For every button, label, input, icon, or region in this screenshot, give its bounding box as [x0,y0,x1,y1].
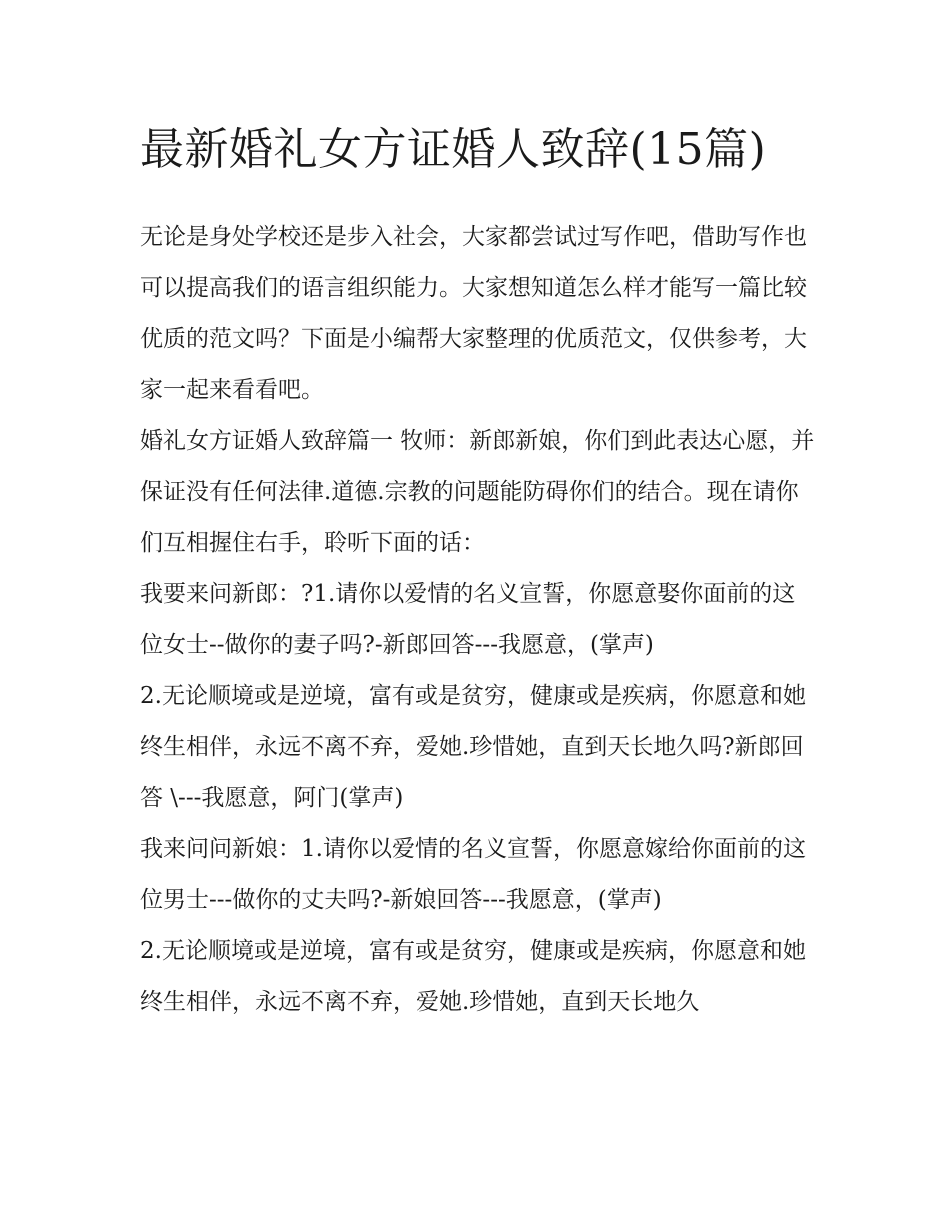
speech-paragraph-opening: 婚礼女方证婚人致辞篇一 牧师：新郎新娘，你们到此表达心愿，并保证没有任何法律.道德.宗教的问题能防碍你们的结合。现在请你们互相握住右手，聆听下面的话： [140,428,815,556]
bride-vow-question-2: 2.无论顺境或是逆境，富有或是贫穷，健康或是疾病，你愿意和她终生相伴，永远不离不弃，爱她.珍惜她，直到天长地久 [140,938,806,1015]
document-page [140,112,815,1028]
document-title: 最新婚礼女方证婚人致辞(15篇) [140,124,767,175]
groom-vow-question-2: 2.无论顺境或是逆境，富有或是贫穷，健康或是疾病，你愿意和她终生相伴，永远不离不弃，爱她.珍惜她，直到天长地久吗?新郎回答 \---我愿意，阿门(掌声) [140,683,806,811]
intro-paragraph: 无论是身处学校还是步入社会，大家都尝试过写作吧，借助写作也可以提高我们的语言组织能力。大家想知道怎么样才能写一篇比较优质的范文吗？下面是小编帮大家整理的优质范文，仅供参考，大家一起来看看吧。 [140,224,807,403]
groom-vow-question-1: 我要来问新郎：?1.请你以爱情的名义宣誓，你愿意娶你面前的这位女士--做你的妻子吗?-新郎回答---我愿意，(掌声) [140,581,796,658]
bride-vow-question-1: 我来问问新娘：1.请你以爱情的名义宣誓，你愿意嫁给你面前的这位男士---做你的丈夫吗?-新娘回答---我愿意，(掌声) [140,836,806,913]
